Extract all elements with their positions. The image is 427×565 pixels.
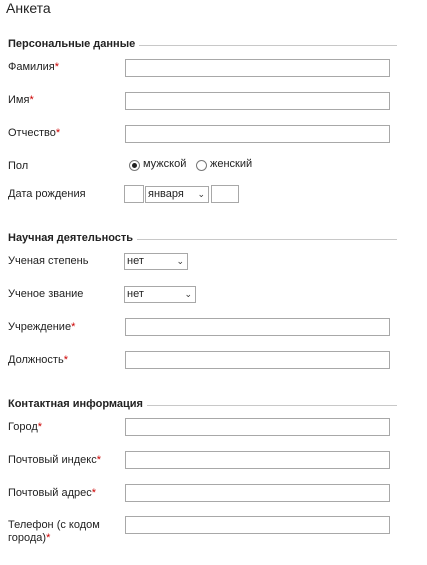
gender-female-label: женский [210,158,253,170]
address-input[interactable] [125,484,390,502]
degree-value: нет [127,255,144,267]
academic-title-value: нет [127,288,144,300]
patronymic-label: Отчество* [8,127,61,139]
section-legend-contact: Контактная информация [8,398,147,410]
city-input[interactable] [125,418,390,436]
gender-male-radio[interactable] [129,160,140,171]
first-name-label: Имя* [8,94,34,106]
city-label: Город* [8,421,43,433]
required-mark: * [96,454,101,466]
patronymic-input[interactable] [125,125,390,143]
institution-input[interactable] [125,318,390,336]
section-legend-science: Научная деятельность [8,232,137,244]
degree-select[interactable] [124,253,188,270]
chevron-down-icon: ⌄ [184,289,192,299]
required-mark: * [71,321,76,333]
required-mark: * [91,487,97,499]
phone-label: Телефон (с кодом города)* [8,519,100,544]
institution-label: Учреждение* [8,321,76,333]
gender-male-label: мужской [143,158,187,170]
page-title: Анкета [6,0,51,16]
birthdate-label: Дата рождения [8,188,86,200]
position-label: Должность* [8,354,68,366]
degree-label: Ученая степень [8,255,89,267]
required-mark: * [55,127,61,139]
chevron-down-icon: ⌄ [176,256,184,266]
chevron-down-icon: ⌄ [197,189,205,199]
academic-title-select[interactable] [124,286,196,303]
first-name-input[interactable] [125,92,390,110]
required-mark: * [29,94,34,106]
required-mark: * [37,421,43,433]
postcode-input[interactable] [125,451,390,469]
birth-month-select[interactable] [145,186,209,203]
last-name-label: Фамилия* [8,61,59,73]
postcode-label: Почтовый индекс* [8,454,101,466]
phone-input[interactable] [125,516,390,534]
academic-title-label: Ученое звание [8,288,84,300]
position-input[interactable] [125,351,390,369]
section-legend-personal: Персональные данные [8,38,139,50]
birth-month-value: января [148,188,184,200]
required-mark: * [54,61,59,73]
gender-female-radio[interactable] [196,160,207,171]
last-name-input[interactable] [125,59,390,77]
birth-day-input[interactable] [124,185,144,203]
gender-label: Пол [8,160,29,172]
required-mark: * [46,532,51,544]
birth-year-input[interactable] [211,185,239,203]
address-label: Почтовый адрес* [8,487,97,499]
required-mark: * [63,354,68,366]
